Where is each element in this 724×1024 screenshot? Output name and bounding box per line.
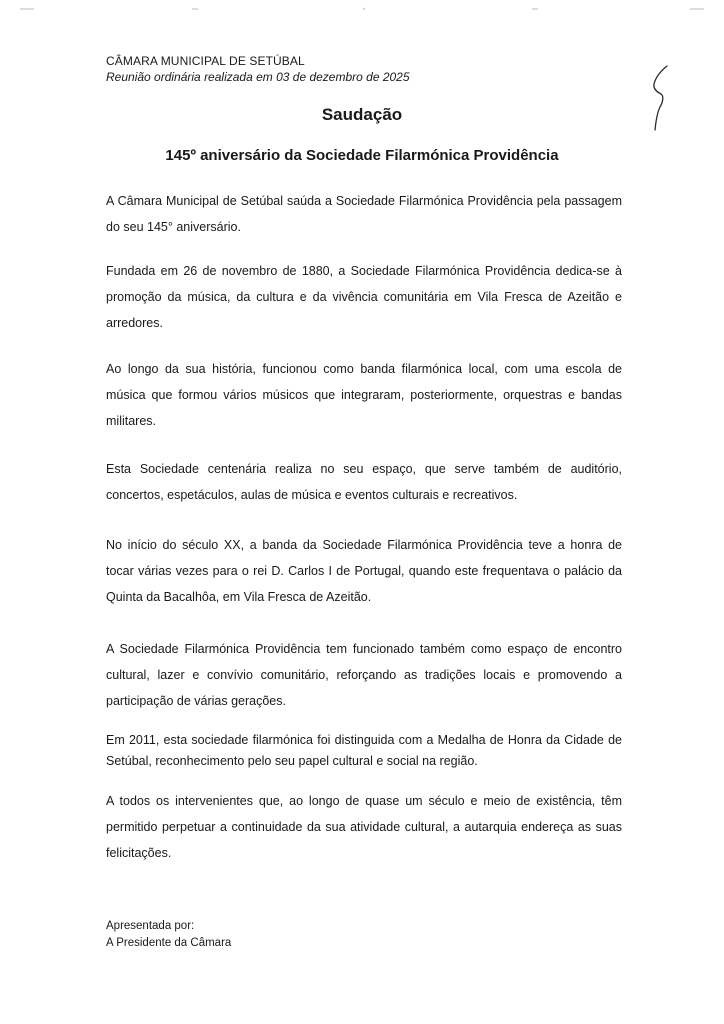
paragraph: Esta Sociedade centenária realiza no seu espaço, que serve também de auditório, concertos, espetáculos, aulas de música e eventos culturais e recreativos. (106, 462, 622, 502)
presented-by-label: Apresentada por: (106, 920, 195, 932)
paragraph: No início do século XX, a banda da Sociedade Filarmónica Providência teve a honra de tocar várias vezes para o rei D. Carlos I de Portugal, quando este frequentava o palácio da Quinta da Bacalhôa, em Vila Fresca de Azeitão. (106, 538, 622, 604)
presenter-role: A Presidente da Câmara (106, 937, 232, 949)
organization-name: CÂMARA MUNICIPAL DE SETÚBAL (106, 54, 305, 68)
document-body (106, 188, 622, 866)
paragraph: A Sociedade Filarmónica Providência tem funcionado também como espaço de encontro cultural, lazer e convívio comunitário, reforçando as tradições locais e promovendo a participação de várias gerações. (106, 642, 622, 708)
scan-edge-marks (0, 0, 724, 14)
paragraph: A todos os intervenientes que, ao longo de quase um século e meio de existência, têm permitido perpetuar a continuidade da sua atividade cultural, a autarquia endereça as suas felicitações. (106, 794, 622, 860)
signature-block (106, 918, 231, 952)
paragraph: A Câmara Municipal de Setúbal saúda a Sociedade Filarmónica Providência pela passagem do seu 145° aniversário. (106, 194, 622, 234)
document-header (106, 53, 526, 85)
document-title: Saudação (321, 105, 403, 124)
meeting-info: Reunião ordinária realizada em 03 de dezembro de 2025 (106, 70, 410, 84)
paragraph: Fundada em 26 de novembro de 1880, a Sociedade Filarmónica Providência dedica-se à promoção da música, da cultura e da vivência comunitária em Vila Fresca de Azeitão e arredores. (106, 264, 622, 330)
paragraph: Ao longo da sua história, funcionou como banda filarmónica local, com uma escola de música que formou vários músicos que integraram, posteriormente, orquestras e bandas militares. (106, 362, 622, 428)
paragraph: Em 2011, esta sociedade filarmónica foi distinguida com a Medalha de Honra da Cidade de Setúbal, reconhecimento pelo seu papel cultural e social na região. (106, 733, 622, 768)
document-subtitle: 145º aniversário da Sociedade Filarmónica Providência (165, 147, 559, 164)
